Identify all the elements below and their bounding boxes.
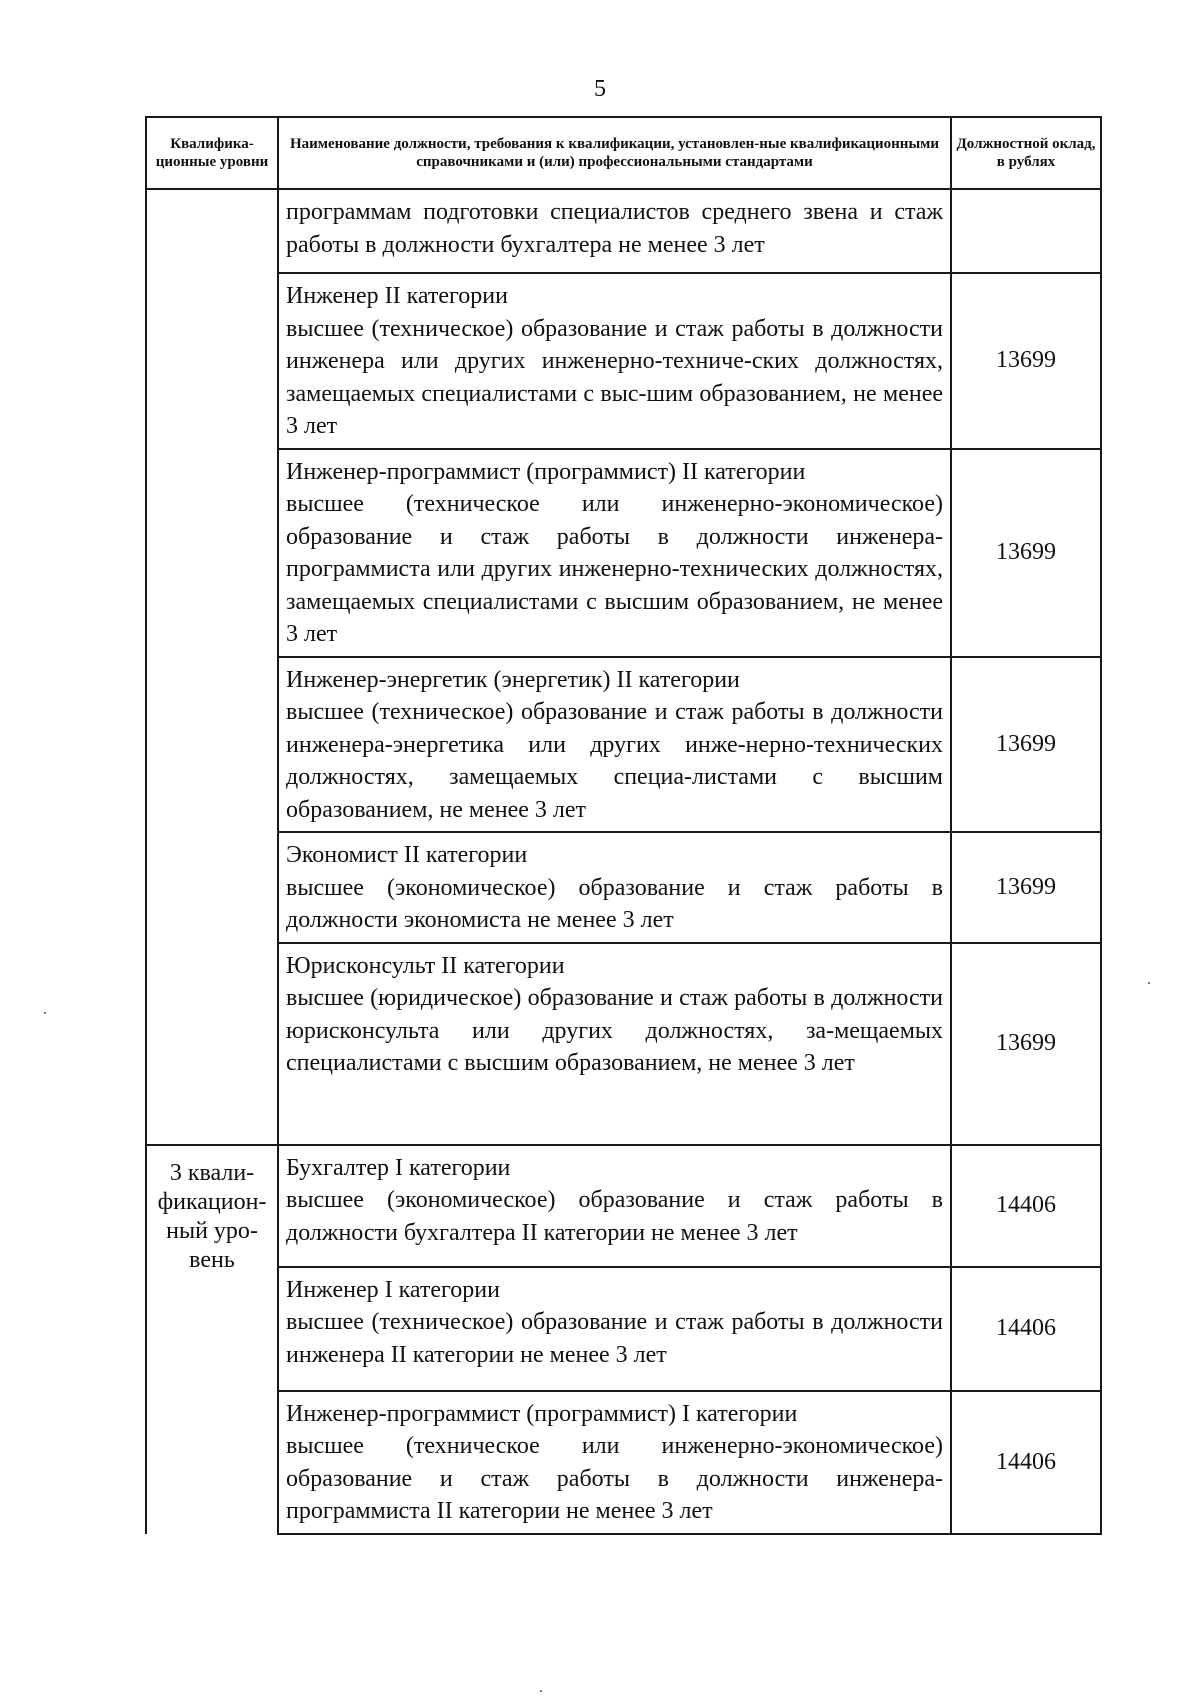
table-row <box>146 943 1101 1145</box>
header-qualification-levels: Квалифика-ционные уровни <box>146 117 278 189</box>
position-cell <box>278 273 951 449</box>
position-title: Инженер-программист (программист) II категории <box>286 458 806 485</box>
table-row <box>146 273 1101 449</box>
scan-speck <box>1148 982 1150 984</box>
position-requirements: высшее (техническое) образование и стаж работы в должности инженера-энергетика или других инже-нерно-технических должностях, замещаемых специа-листами с высшим образованием, не менее 3 лет <box>286 699 943 823</box>
header-position-requirements: Наименование должности, требования к квалификации, установлен-ные квалификационными справочниками и (или) профессиональными стандартами <box>278 117 951 189</box>
position-requirements: высшее (техническое) образование и стаж работы в должности инженера II категории не менее 3 лет <box>286 1309 943 1368</box>
salary-cell: 13699 <box>951 273 1101 449</box>
salary-cell: 13699 <box>951 449 1101 657</box>
position-title: Инженер-энергетик (энергетик) II категории <box>286 666 740 693</box>
page-number: 5 <box>594 76 606 102</box>
table-row <box>146 832 1101 943</box>
scan-speck <box>44 1012 46 1014</box>
position-title: Бухгалтер I категории <box>286 1154 511 1181</box>
position-title: Юрисконсульт II категории <box>286 952 565 979</box>
table-row <box>146 1145 1101 1267</box>
position-title: Инженер-программист (программист) I категории <box>286 1400 798 1427</box>
position-requirements: высшее (техническое или инженерно-экономическое) образование и стаж работы в должности инженера-программиста II категории не менее 3 лет <box>286 1433 943 1524</box>
salary-cell: 14406 <box>951 1145 1101 1267</box>
level-cell-continued <box>146 189 278 1145</box>
salary-cell: 13699 <box>951 832 1101 943</box>
salary-cell: 14406 <box>951 1391 1101 1534</box>
salary-cell <box>951 189 1101 273</box>
position-requirements: высшее (экономическое) образование и стаж работы в должности бухгалтера II категории не менее 3 лет <box>286 1187 943 1246</box>
position-cell <box>278 449 951 657</box>
position-cell <box>278 657 951 833</box>
position-requirements: высшее (техническое или инженерно-экономическое) образование и стаж работы в должности инженера-программиста или других инженерно-технических должностях, замещаемых специалистами с высшим образованием, не менее 3 лет <box>286 491 943 647</box>
table-row <box>146 1391 1101 1534</box>
table-header-row <box>146 117 1101 189</box>
position-cell <box>278 943 951 1145</box>
position-title: Инженер I категории <box>286 1276 500 1303</box>
position-title: Экономист II категории <box>286 842 528 868</box>
position-cell <box>278 1391 951 1534</box>
table-row <box>146 1267 1101 1391</box>
position-cell <box>278 1267 951 1391</box>
salary-cell: 13699 <box>951 943 1101 1145</box>
qualification-salary-table <box>145 116 1102 1535</box>
qualification-level-3: 3 квали-фикацион-ный уро-вень <box>146 1145 278 1534</box>
position-requirements: высшее (экономическое) образование и стаж работы в должности экономиста не менее 3 лет <box>286 874 943 933</box>
table-row <box>146 189 1101 273</box>
scan-speck <box>540 1690 542 1692</box>
header-salary: Должностной оклад, в рублях <box>951 117 1101 189</box>
salary-cell: 13699 <box>951 657 1101 833</box>
position-requirements: высшее (юридическое) образование и стаж работы в должности юрисконсульта или других должностях, за-мещаемых специалистами с высшим образованием, не менее 3 лет <box>286 985 943 1076</box>
salary-cell: 14406 <box>951 1267 1101 1391</box>
position-description: программам подготовки специалистов среднего звена и стаж работы в должности бухгалтера не менее 3 лет <box>278 189 951 273</box>
position-requirements: высшее (техническое) образование и стаж работы в должности инженера или других инженерно-техниче-ских должностях, замещаемых специалистами с выс-шим образованием, не менее 3 лет <box>286 315 943 439</box>
position-title: Инженер II категории <box>286 283 508 309</box>
table-row <box>146 657 1101 833</box>
table-row <box>146 449 1101 657</box>
position-cell <box>278 832 951 943</box>
position-cell <box>278 1145 951 1267</box>
